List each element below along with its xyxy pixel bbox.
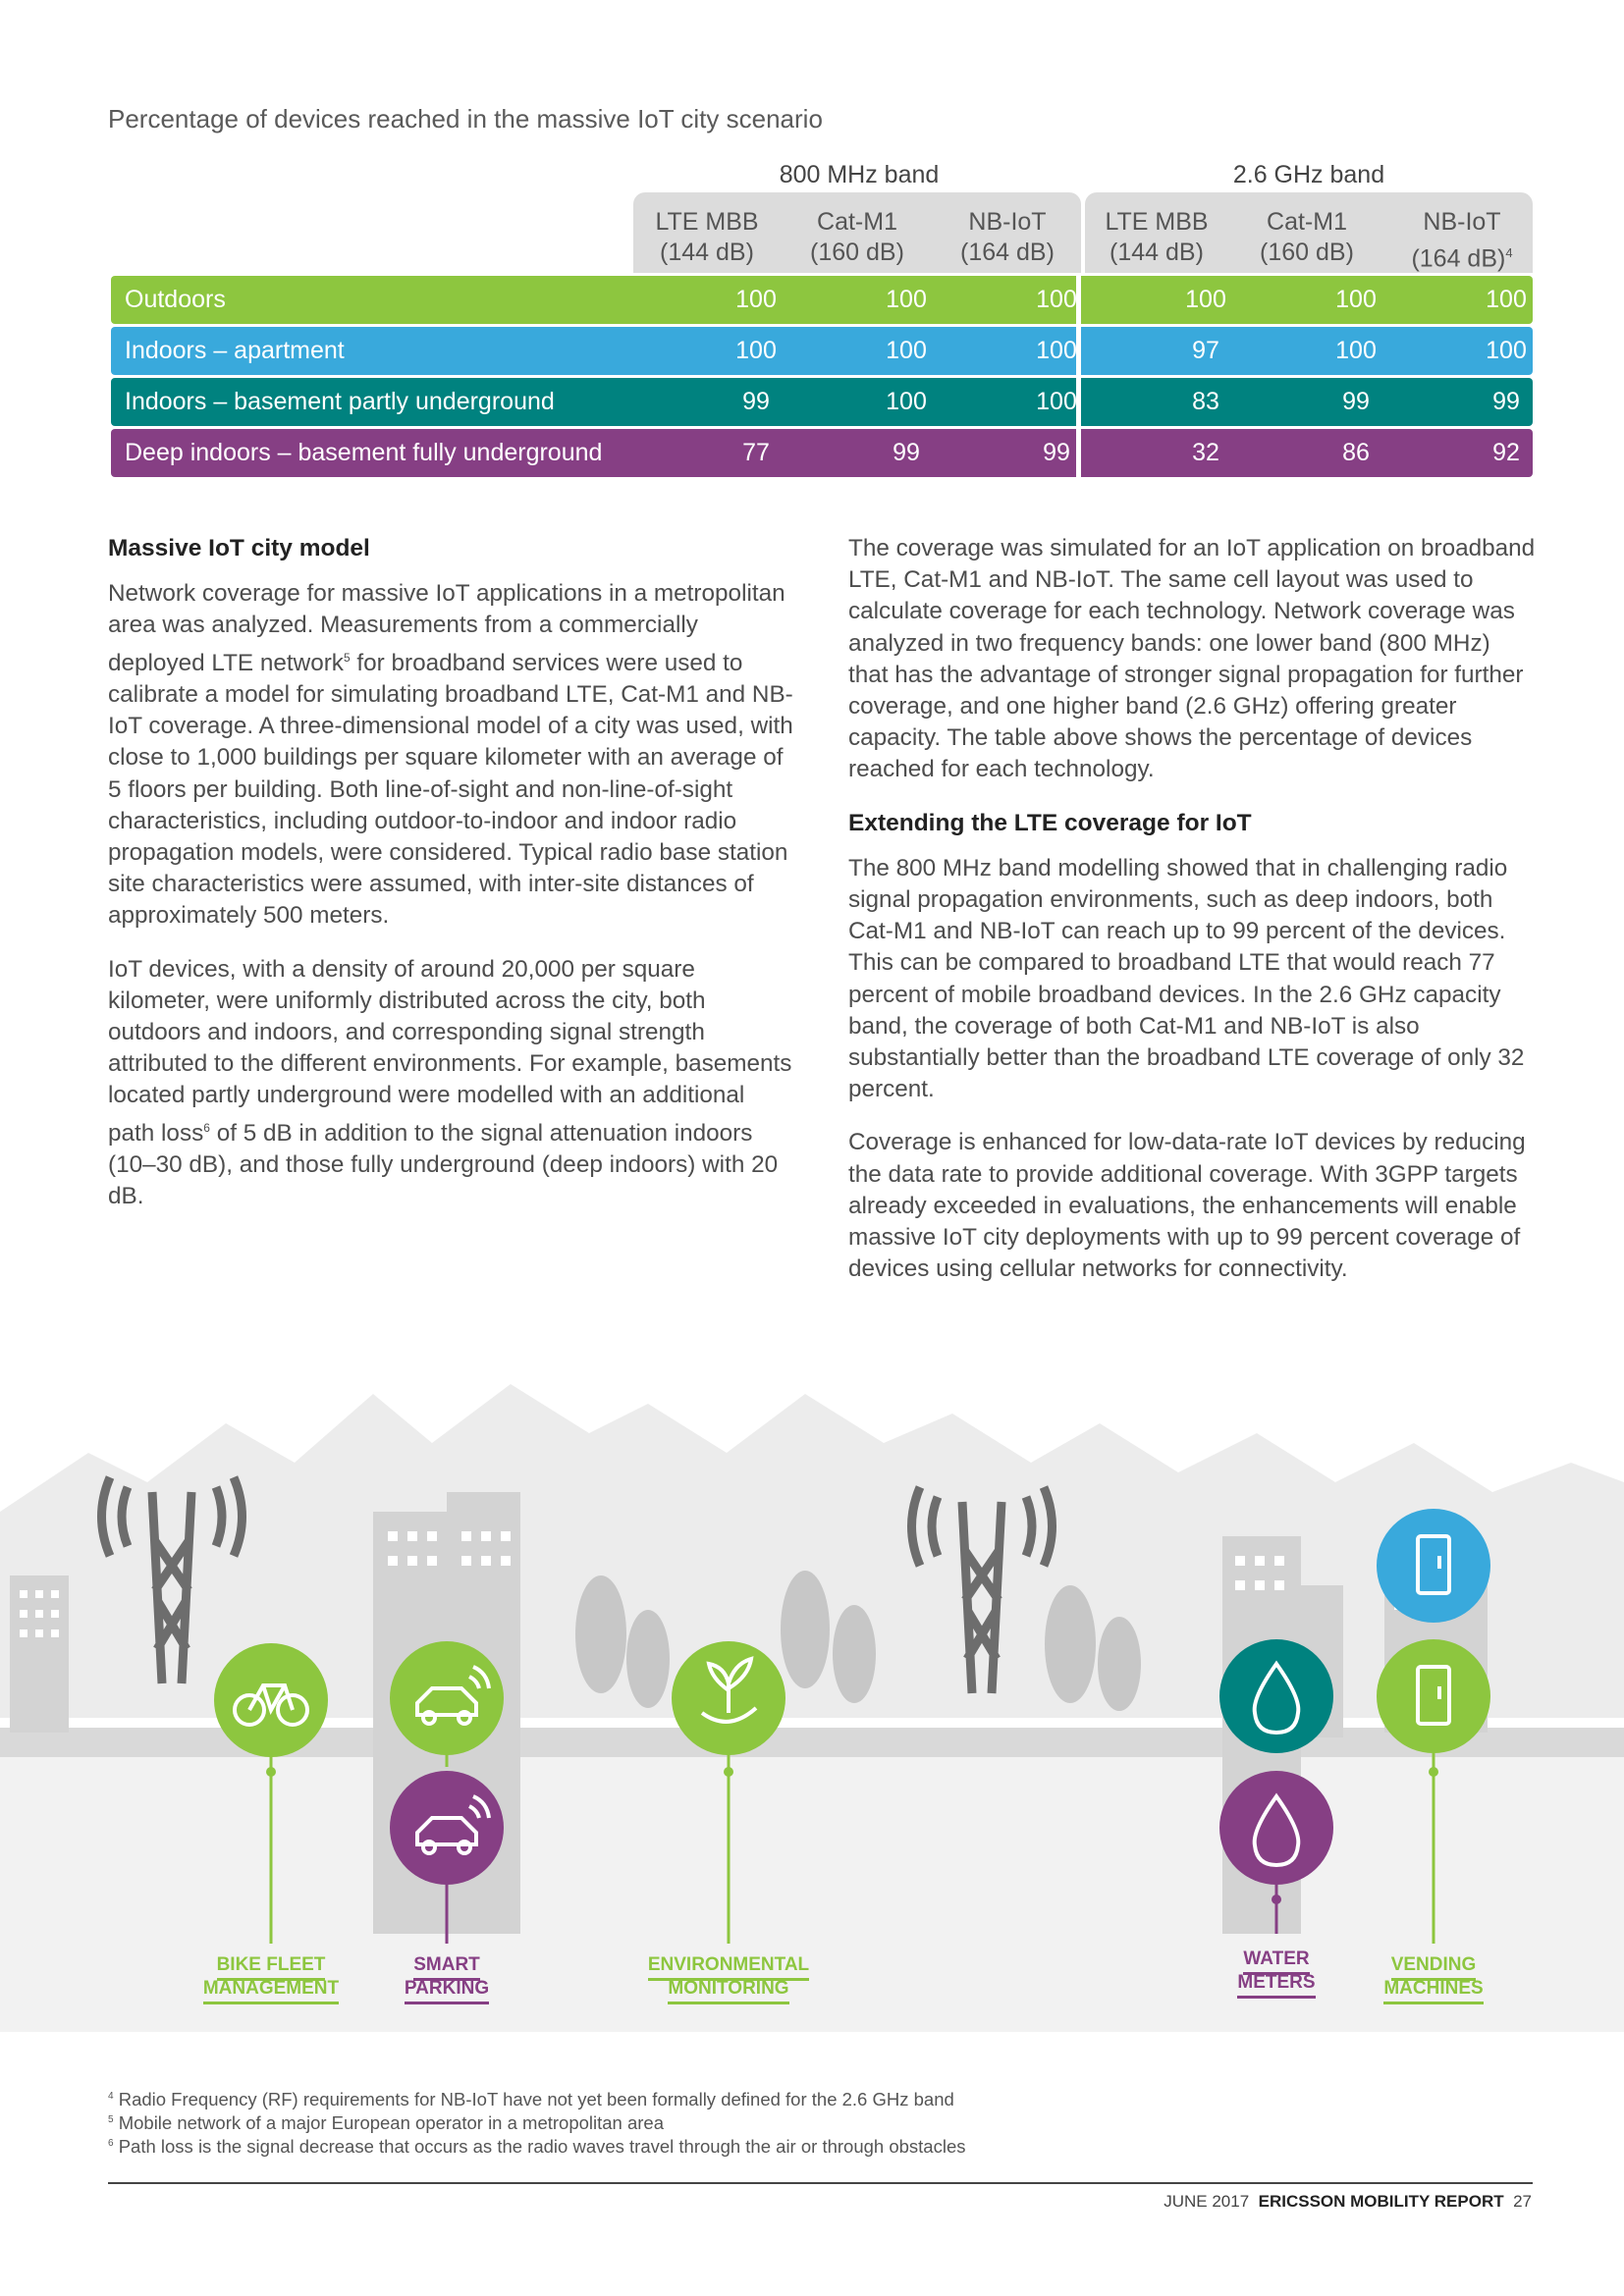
- paragraph: The 800 MHz band modelling showed that in challenging radio signal propagation environments, such as deep indoors, both Cat-M1 and NB-IoT can reach up to 99 percent of the devices. This can be compared to broadband LTE that would reach 77 percent of mobile broadband devices. In the 2.6 GHz capacity band, the coverage of both Cat-M1 and NB-IoT is also substantially better than the broadband LTE coverage of only 32 percent.: [848, 854, 1525, 1103]
- table-cell: 86: [1342, 439, 1370, 466]
- footer-date: JUNE 2017: [1164, 2192, 1250, 2211]
- section-heading-extending-lte: Extending the LTE coverage for IoT: [848, 809, 1252, 836]
- table-row: [111, 378, 1533, 426]
- plant-in-hand-icon: [672, 1641, 785, 1755]
- table-title: Percentage of devices reached in the massive IoT city scenario: [108, 104, 823, 133]
- band-label-800mhz: 800 MHz band: [779, 161, 940, 188]
- footnote-5: $^5$ Mobile network of a major European operator in a metropolitan area: [108, 2112, 665, 2133]
- table-cell: 99: [893, 439, 920, 466]
- row-label: Deep indoors – basement fully underground: [125, 439, 603, 466]
- paragraph: Network coverage for massive IoT applications in a metropolitan area was analyzed. Measurements from a commercially deployed LTE network$^5$ for broadband services were used to calibrate a model for simulating broadband LTE, Cat-M1 and NB-IoT coverage. A three-dimensional model of a city was used, with close to 1,000 buildings per square kilometer with an average of 5 floors per building. Both line-of-sight and non-line-of-sight characteristics, including outdoor-to-indoor and indoor radio propagation models, were considered. Typical radio base station site characteristics were assumed, with inter-site distances of approximately 500 meters.: [108, 580, 793, 930]
- paragraph: Coverage is enhanced for low-data-rate IoT devices by reducing the data rate to provide additional coverage. With 3GPP targets already exceeded in evaluations, the enhancements will enable massive IoT city deployments with up to 99 percent coverage of devices using cellular networks for connectivity.: [848, 1129, 1526, 1283]
- table-cell: 99: [1492, 388, 1520, 415]
- column-header-lte-mbb-800: LTE MBB (144 dB): [655, 208, 759, 266]
- paragraph: IoT devices, with a density of around 20,000 per square kilometer, were uniformly distributed across the city, both outdoors and indoors, and corresponding signal strength attributed to the different environments. For example, basements located partly underground were modelled with an additional path loss$^6$ of 5 dB in addition to the signal attenuation indoors (10–30 dB), and those fully underground (deep indoors) with 20 dB.: [108, 955, 792, 1210]
- bicycle-icon: [214, 1643, 328, 1757]
- label-environmental-monitoring: ENVIRONMENTAL MONITORING: [621, 1953, 837, 2001]
- table-cell: 100: [886, 286, 927, 313]
- table-cell: 77: [742, 439, 770, 466]
- table-cell: 100: [1036, 388, 1077, 415]
- right-column: [848, 533, 1536, 1307]
- table-cell: 100: [735, 286, 777, 313]
- column-header-cat-m1-800: Cat-M1 (160 dB): [810, 208, 904, 266]
- table-cell: 99: [1043, 439, 1070, 466]
- row-label: Indoors – apartment: [125, 337, 345, 364]
- table-cell: 32: [1192, 439, 1219, 466]
- connected-car-icon-purple: [390, 1771, 504, 1885]
- table-row: [111, 327, 1533, 375]
- section-heading-massive-iot: Massive IoT city model: [108, 535, 370, 561]
- left-column: [108, 533, 795, 1234]
- page-footer: [1164, 2192, 1532, 2212]
- paragraph: The coverage was simulated for an IoT application on broadband LTE, Cat-M1 and NB-IoT. The same cell layout was used to calculate coverage for each technology. Network coverage was analyzed in two frequency bands: one lower band (800 MHz) that has the advantage of stronger signal propagation for further coverage, and one higher band (2.6 GHz) offering greater capacity. The table above shows the percentage of devices reached for each technology.: [848, 535, 1536, 783]
- table-cell: 100: [1335, 286, 1377, 313]
- table-cell: 99: [742, 388, 770, 415]
- page-number: 27: [1513, 2192, 1532, 2211]
- column-header-lte-mbb-2600: LTE MBB (144 dB): [1105, 208, 1209, 266]
- water-drop-icon-purple: [1219, 1771, 1333, 1885]
- label-vending-machines: VENDING MACHINES: [1360, 1953, 1507, 2001]
- label-water-meters: WATER METERS: [1208, 1948, 1345, 1995]
- table-row: [111, 429, 1533, 477]
- table-cell: 83: [1192, 388, 1219, 415]
- vending-machine-icon-blue: [1377, 1509, 1490, 1623]
- table-cell: 92: [1492, 439, 1520, 466]
- row-label: Indoors – basement partly underground: [125, 388, 555, 415]
- table-cell: 100: [1036, 337, 1077, 364]
- footer-report-title: ERICSSON MOBILITY REPORT: [1258, 2192, 1504, 2211]
- table-cell: 99: [1342, 388, 1370, 415]
- column-header-nb-iot-800: NB-IoT (164 dB): [960, 208, 1055, 266]
- table-cell: 100: [1486, 286, 1527, 313]
- footnote-6: $^6$ Path loss is the signal decrease that occurs as the radio waves travel through the air or through obstacles: [108, 2136, 966, 2157]
- table-cell: 100: [735, 337, 777, 364]
- table-cell: 97: [1192, 337, 1219, 364]
- table-cell: 100: [1486, 337, 1527, 364]
- table-cell: 100: [1185, 286, 1226, 313]
- table-row: [111, 276, 1533, 324]
- band-label-2-6ghz: 2.6 GHz band: [1232, 161, 1385, 188]
- table-cell: 100: [1036, 286, 1077, 313]
- table-cell: 100: [1335, 337, 1377, 364]
- label-smart-parking: SMART PARKING: [373, 1953, 520, 2001]
- table-cell: 100: [886, 388, 927, 415]
- connected-car-icon: [390, 1641, 504, 1755]
- footer-rule: [108, 2182, 1533, 2184]
- label-text: BIKE FLEET MANAGEMENT: [203, 1954, 339, 2004]
- vending-machine-icon: [1377, 1639, 1490, 1753]
- water-drop-icon: [1219, 1639, 1333, 1753]
- row-label: Outdoors: [125, 286, 226, 313]
- iot-city-illustration: [0, 1364, 1624, 2032]
- label-bike-fleet: [183, 1953, 359, 2001]
- footnote-4: $^4$ Radio Frequency (RF) requirements for NB-IoT have not yet been formally defined for the 2.6 GHz band: [108, 2089, 954, 2109]
- column-header-cat-m1-2600: Cat-M1 (160 dB): [1260, 208, 1354, 266]
- column-header-nb-iot-2600: NB-IoT (164 dB)$^4$: [1411, 208, 1513, 273]
- table-cell: 100: [886, 337, 927, 364]
